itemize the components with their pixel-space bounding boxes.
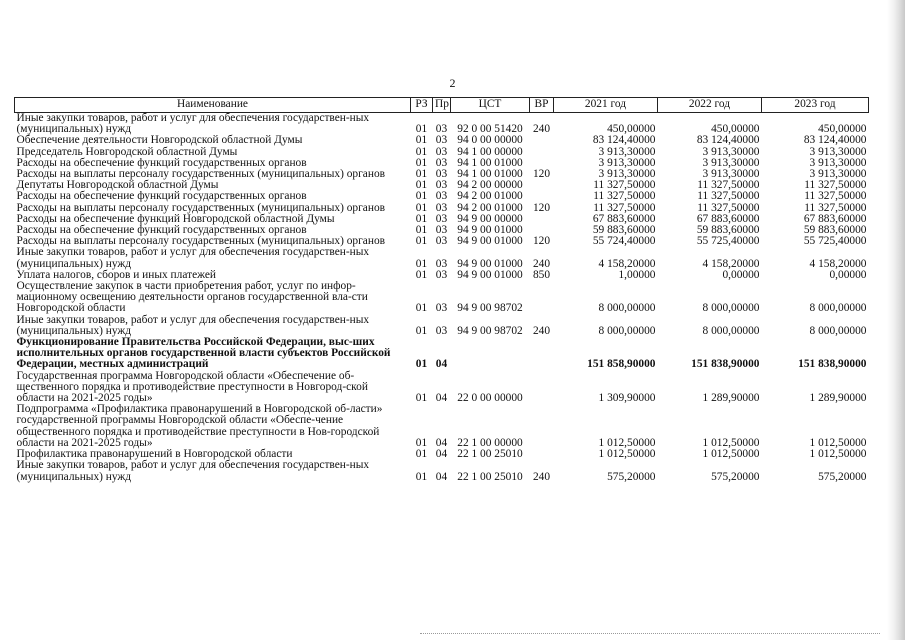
cell-2023: 151 838,90000 [798,358,867,371]
cell-pr: 03 [435,302,448,315]
cell-2023: 3 913,30000 [809,156,867,169]
cell-2021: 11 327,50000 [593,179,656,192]
cell-2021: 59 883,60000 [592,224,656,237]
cell-pr: 03 [435,123,448,136]
cell-2022: 4 158,20000 [702,257,760,270]
cell-cst: 94 9 00 98702 [457,302,523,315]
cell-vr: 120 [532,168,551,181]
cell-vr [530,135,554,146]
cell-vr [530,180,554,191]
cell-vr [530,281,554,315]
cell-2021: 8 000,00000 [598,324,656,337]
cell-pr: 03 [435,324,448,337]
cell-pr: 03 [435,201,448,214]
cell-cst: 92 0 00 51420 [457,123,523,136]
cell-2023: 3 913,30000 [809,168,867,181]
cell-rz: 01 [415,392,428,405]
header-2022: 2022 год [658,98,762,113]
cell-2022: 575,20000 [711,470,760,483]
table-row [15,191,869,202]
cell-rz: 01 [415,156,428,169]
cell-vr [530,404,554,449]
cell-name: Иные закупки товаров, работ и услуг для обеспечения государствен-ных (муниципальных) нужд [16,112,370,136]
cell-pr: 03 [435,156,448,169]
cell-2022: 55 725,40000 [696,235,760,248]
table-row [15,337,869,371]
cell-pr: 04 [435,448,448,461]
cell-cst: 94 9 00 01000 [457,257,523,270]
scan-bottom-edge [420,633,880,636]
cell-pr: 04 [435,358,448,371]
table-row [15,135,869,146]
header-2021: 2021 год [554,98,658,113]
cell-name: Иные закупки товаров, работ и услуг для обеспечения государствен-ных (муниципальных) нужд [16,246,370,270]
cell-rz: 01 [415,302,428,315]
cell-cst: 94 1 00 01000 [457,168,523,181]
cell-rz: 01 [415,470,428,483]
cell-cst: 94 2 00 01000 [457,201,523,214]
cell-rz: 01 [415,201,428,214]
cell-vr [530,214,554,225]
cell-2023: 1 012,50000 [809,436,867,449]
cell-2021: 4 158,20000 [598,257,656,270]
table-row [15,315,869,337]
cell-vr [530,147,554,158]
table-row [15,460,869,482]
cell-pr: 03 [435,235,448,248]
cell-name: Осуществление закупок в части приобретения работ, услуг по инфор-мационному освещению деятельности органов государственной вла-сти Новгородской области [16,280,368,315]
table-row [15,113,869,136]
scan-page-edge [887,0,905,640]
cell-cst: 94 2 00 01000 [457,190,523,203]
table-row [15,404,869,449]
cell-2022: 0,00000 [722,268,760,281]
cell-name: Подпрограмма «Профилактика правонарушений в Новгородской об-ласти» государственной программы Новгородской области «Обеспе-чение общественного порядка и противодействие преступности в Нов-городской области на 2021-2025 годы» [16,403,383,449]
cell-rz: 01 [415,436,428,449]
cell-pr: 03 [435,145,448,158]
cell-rz: 01 [415,134,428,147]
cell-2021: 1 309,90000 [598,392,656,405]
cell-vr [530,191,554,202]
cell-name: Расходы на обеспечение функций государственных органов [16,156,307,169]
header-vr: ВР [530,98,554,113]
cell-rz: 01 [415,358,428,371]
cell-2021: 575,20000 [607,470,656,483]
cell-2021: 450,00000 [607,123,656,136]
cell-name: Расходы на обеспечение функций государственных органов [16,224,307,237]
cell-cst: 22 1 00 25010 [457,470,523,483]
cell-pr: 03 [435,224,448,237]
budget-table [14,97,869,483]
cell-cst: 22 0 00 00000 [457,392,523,405]
cell-rz: 01 [415,257,428,270]
cell-pr: 03 [435,257,448,270]
cell-2023: 59 883,60000 [803,224,867,237]
cell-cst: 94 9 00 98702 [457,324,523,337]
cell-2023: 55 725,40000 [803,235,867,248]
cell-2022: 3 913,30000 [702,168,760,181]
cell-cst: 94 2 00 00000 [457,179,523,192]
cell-2023: 11 327,50000 [804,201,867,214]
table-row [15,281,869,315]
cell-pr: 04 [435,470,448,483]
cell-2023: 11 327,50000 [804,190,867,203]
cell-vr [530,371,554,405]
cell-cst: 94 9 00 01000 [457,224,523,237]
cell-vr: 120 [532,201,551,214]
cell-2022: 8 000,00000 [702,302,760,315]
cell-pr: 03 [435,168,448,181]
table-row [15,247,869,269]
cell-cst: 94 9 00 00000 [457,212,523,225]
cell-rz: 01 [415,324,428,337]
header-pr: Пр [433,98,451,113]
cell-rz: 01 [415,212,428,225]
cell-rz: 01 [415,190,428,203]
cell-name: Расходы на обеспечение функций Новгородской областной Думы [16,212,335,225]
cell-rz: 01 [415,179,428,192]
cell-cst [451,337,530,371]
cell-vr: 240 [532,123,551,136]
cell-2021: 3 913,30000 [598,145,656,158]
cell-2023: 11 327,50000 [804,179,867,192]
cell-2021: 1,00000 [618,268,656,281]
cell-2021: 151 858,90000 [587,358,656,371]
cell-2023: 4 158,20000 [809,257,867,270]
cell-2023: 8 000,00000 [809,324,867,337]
cell-name: Депутаты Новгородской областной Думы [16,179,219,192]
cell-2023: 8 000,00000 [809,302,867,315]
cell-name: Расходы на обеспечение функций государственных органов [16,190,307,203]
cell-name: Расходы на выплаты персоналу государственных (муниципальных) органов [16,201,386,214]
cell-2023: 1 289,90000 [809,392,867,405]
cell-2022: 3 913,30000 [702,145,760,158]
cell-2021: 1 012,50000 [598,448,656,461]
cell-cst: 94 1 00 00000 [457,145,523,158]
cell-2021: 3 913,30000 [598,156,656,169]
cell-name: Расходы на выплаты персоналу государственных (муниципальных) органов [16,168,386,181]
table-header [15,98,869,113]
cell-2022: 83 124,40000 [696,134,760,147]
cell-pr: 04 [435,436,448,449]
cell-2023: 575,20000 [818,470,867,483]
cell-2021: 1 012,50000 [598,436,656,449]
cell-vr: 120 [532,235,551,248]
cell-rz: 01 [415,224,428,237]
cell-2021: 55 724,40000 [592,235,656,248]
cell-2022: 11 327,50000 [697,190,760,203]
cell-2022: 1 012,50000 [702,448,760,461]
cell-2022: 1 289,90000 [702,392,760,405]
header-name: Наименование [15,98,411,113]
header-rz: РЗ [411,98,433,113]
cell-2022: 11 327,50000 [697,179,760,192]
cell-2023: 1 012,50000 [809,448,867,461]
cell-rz: 01 [415,448,428,461]
cell-rz: 01 [415,268,428,281]
cell-2021: 11 327,50000 [593,201,656,214]
cell-2022: 8 000,00000 [702,324,760,337]
page-number: 2 [449,76,456,90]
cell-cst: 22 1 00 00000 [457,436,523,449]
cell-2022: 151 838,90000 [691,358,760,371]
header-cst: ЦСТ [451,98,530,113]
cell-vr: 240 [532,324,551,337]
cell-vr: 850 [532,268,551,281]
cell-pr: 03 [435,190,448,203]
cell-2023: 67 883,60000 [803,212,867,225]
cell-2021: 3 913,30000 [598,168,656,181]
cell-cst: 22 1 00 25010 [457,448,523,461]
cell-name: Обеспечение деятельности Новгородской областной Думы [16,134,303,147]
cell-2023: 0,00000 [829,268,867,281]
cell-2023: 83 124,40000 [803,134,867,147]
cell-2023: 450,00000 [818,123,867,136]
cell-2021: 83 124,40000 [592,134,656,147]
cell-name: Уплата налогов, сборов и иных платежей [16,268,216,281]
cell-2022: 11 327,50000 [697,201,760,214]
cell-2022: 3 913,30000 [702,156,760,169]
cell-name: Иные закупки товаров, работ и услуг для обеспечения государствен-ных (муниципальных) нужд [16,313,370,337]
cell-2022: 59 883,60000 [696,224,760,237]
cell-pr: 03 [435,179,448,192]
cell-vr [530,449,554,460]
cell-pr: 03 [435,212,448,225]
cell-2022: 1 012,50000 [702,436,760,449]
cell-rz: 01 [415,145,428,158]
cell-name: Функционирование Правительства Российской Федерации, выс-ших исполнительных органов государственной власти субъектов Российской Федерации, местных администраций [16,336,391,371]
cell-name: Иные закупки товаров, работ и услуг для обеспечения государствен-ных (муниципальных) нужд [16,459,370,483]
cell-cst: 94 0 00 00000 [457,134,523,147]
cell-vr: 240 [532,470,551,483]
cell-2021: 67 883,60000 [592,212,656,225]
table-body [15,113,869,483]
cell-2023: 3 913,30000 [809,145,867,158]
cell-2021: 11 327,50000 [593,190,656,203]
cell-vr [530,337,554,371]
cell-name: Профилактика правонарушений в Новгородской области [16,448,293,461]
cell-rz: 01 [415,123,428,136]
cell-2021: 8 000,00000 [598,302,656,315]
cell-rz: 01 [415,168,428,181]
cell-rz: 01 [415,235,428,248]
cell-pr: 03 [435,134,448,147]
cell-vr: 240 [532,257,551,270]
header-2023: 2023 год [762,98,869,113]
cell-cst: 94 9 00 01000 [457,268,523,281]
cell-cst: 94 9 00 01000 [457,235,523,248]
table-row [15,371,869,405]
cell-name: Государственная программа Новгородской области «Обеспечение об-щественного порядка и противодействие преступности в Новгород-ской области на 2021-2025 годы» [16,369,368,405]
cell-pr: 04 [435,392,448,405]
cell-name: Председатель Новгородской областной Думы [16,145,238,158]
cell-2022: 450,00000 [711,123,760,136]
cell-cst: 94 1 00 01000 [457,156,523,169]
cell-pr: 03 [435,268,448,281]
cell-2022: 67 883,60000 [696,212,760,225]
cell-name: Расходы на выплаты персоналу государственных (муниципальных) органов [16,235,386,248]
